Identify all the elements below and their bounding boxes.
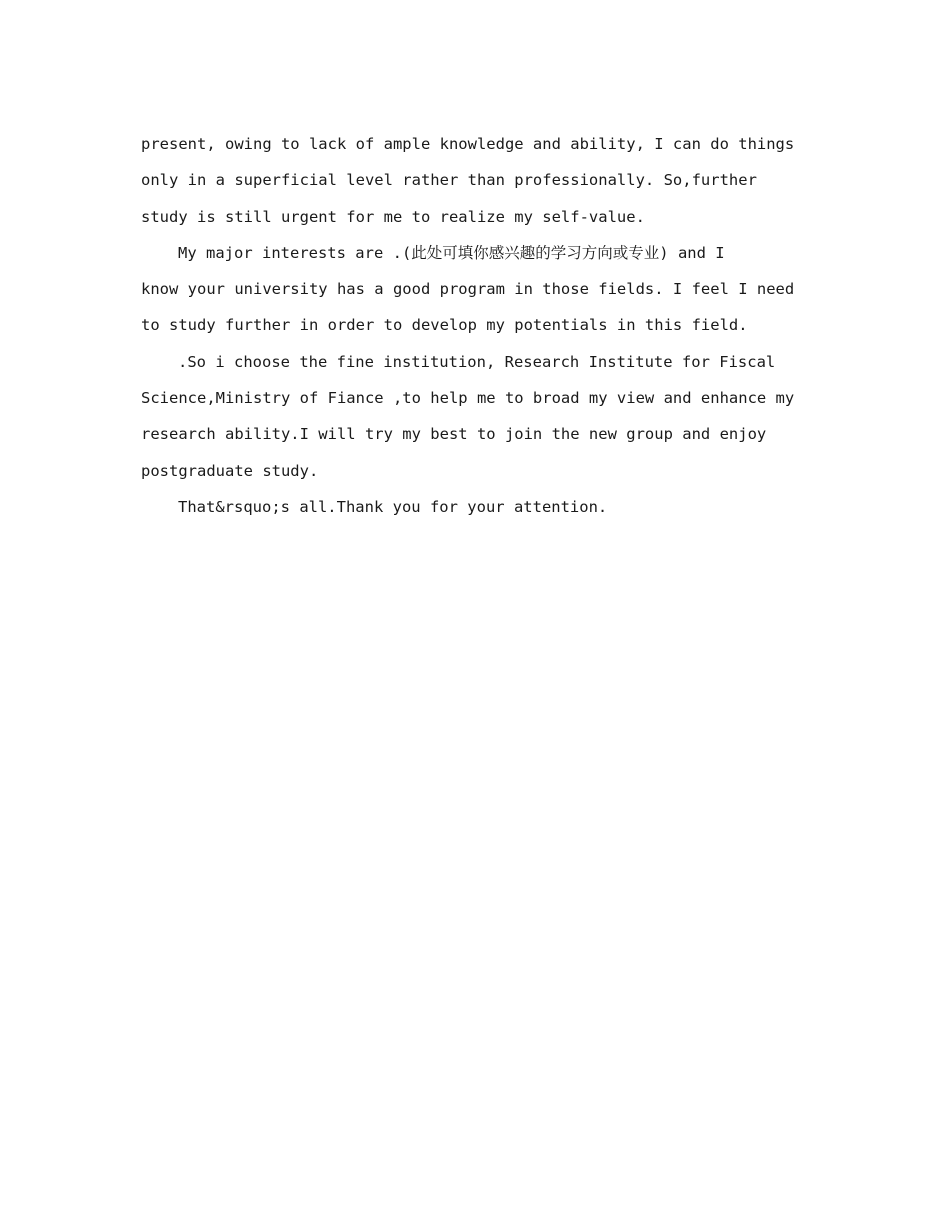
body-text	[141, 126, 811, 525]
paragraph-line: only in a superficial level rather than professionally. So,further	[141, 171, 757, 190]
paragraph-line: to study further in order to develop my potentials in this field.	[141, 316, 748, 335]
paragraph-line: My major interests are .(此处可填你感兴趣的学习方向或专业) and I	[178, 243, 725, 262]
paragraph-line: study is still urgent for me to realize my self-value.	[141, 207, 645, 226]
paragraph-line: Science,Ministry of Fiance ,to help me to broad my view and enhance my	[141, 389, 795, 408]
paragraph-line: postgraduate study.	[141, 461, 319, 480]
paragraph-line: research ability.I will try my best to join the new group and enjoy	[141, 425, 767, 444]
paragraph-line: .So i choose the fine institution, Research Institute for Fiscal	[178, 352, 776, 371]
paragraph-line: present, owing to lack of ample knowledge and ability, I can do things	[141, 135, 795, 153]
paragraph-line: That&rsquo;s all.Thank you for your attention.	[178, 497, 608, 516]
paragraph-line: know your university has a good program in those fields. I feel I need	[141, 280, 795, 299]
